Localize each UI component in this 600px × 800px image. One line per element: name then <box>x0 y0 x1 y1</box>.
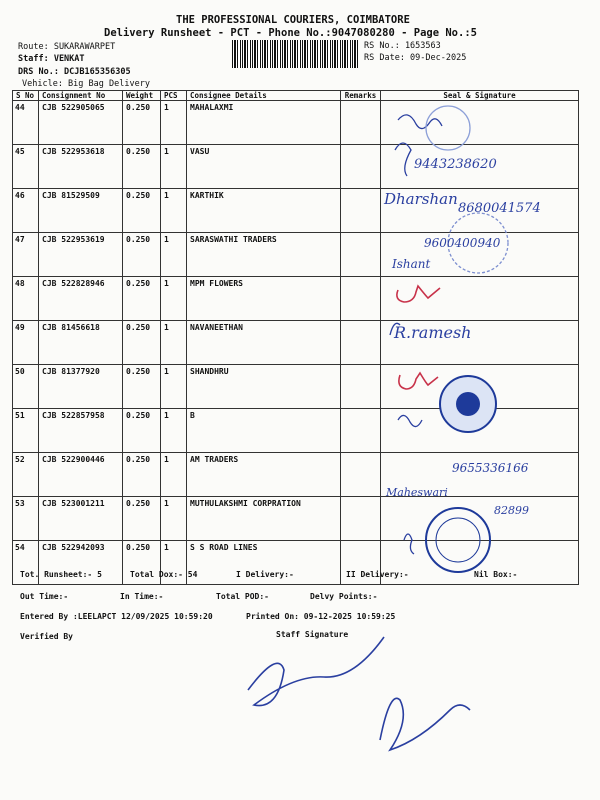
row-weight: 0.250 <box>123 453 161 497</box>
row-weight: 0.250 <box>123 497 161 541</box>
row-consignment-no: CJB 522828946 <box>39 277 123 321</box>
hw-name-53: Maheswari <box>386 486 448 499</box>
row-sno: 53 <box>13 497 39 541</box>
row-sno: 46 <box>13 189 39 233</box>
row-consignment-no: CJB 523001211 <box>39 497 123 541</box>
staff-signature-1 <box>248 637 384 706</box>
row-sno: 52 <box>13 453 39 497</box>
verified-by: Verified By <box>20 632 73 641</box>
row-consignee: S S ROAD LINES <box>187 541 341 585</box>
staff-signature-2 <box>380 698 470 750</box>
out-time: Out Time:- <box>20 592 69 601</box>
signature-45 <box>395 143 411 176</box>
i-delivery: I Delivery:- <box>236 570 294 579</box>
row-consignment-no: CJB 81529509 <box>39 189 123 233</box>
company-name: THE PROFESSIONAL COURIERS, COIMBATORE <box>176 14 410 26</box>
row-pcs: 1 <box>161 409 187 453</box>
row-pcs: 1 <box>161 189 187 233</box>
hw-number-53: 82899 <box>494 504 529 517</box>
row-weight: 0.250 <box>123 321 161 365</box>
row-consignee: MPM FLOWERS <box>187 277 341 321</box>
ii-delivery: II Delivery:- <box>346 570 409 579</box>
row-weight: 0.250 <box>123 541 161 585</box>
nil-box: Nil Box:- <box>474 570 518 579</box>
staff-label: Staff: VENKAT <box>18 54 85 64</box>
row-weight: 0.250 <box>123 145 161 189</box>
hw-name-46: Dharshan <box>384 190 458 208</box>
row-pcs: 1 <box>161 101 187 145</box>
hw-phone-52: 9655336166 <box>452 461 529 475</box>
row-pcs: 1 <box>161 277 187 321</box>
row-pcs: 1 <box>161 497 187 541</box>
rs-date: RS Date: 09-Dec-2025 <box>364 53 467 63</box>
row-pcs: 1 <box>161 233 187 277</box>
row-consignment-no: CJB 522953618 <box>39 145 123 189</box>
signature-44 <box>398 115 442 129</box>
delvy-points: Delvy Points:- <box>310 592 378 601</box>
col-pcs: PCS <box>161 91 187 101</box>
row-pcs: 1 <box>161 321 187 365</box>
row-weight: 0.250 <box>123 233 161 277</box>
row-consignee: B <box>187 409 341 453</box>
row-sno: 54 <box>13 541 39 585</box>
row-weight: 0.250 <box>123 189 161 233</box>
row-weight: 0.250 <box>123 101 161 145</box>
row-sno: 47 <box>13 233 39 277</box>
row-pcs: 1 <box>161 453 187 497</box>
drs-number: DRS No.: DCJB165356305 <box>18 67 131 77</box>
row-sno: 50 <box>13 365 39 409</box>
row-weight: 0.250 <box>123 365 161 409</box>
signature-54 <box>404 534 414 554</box>
col-consignee: Consignee Details <box>187 91 341 101</box>
row-sno: 44 <box>13 101 39 145</box>
hw-name-47: Ishant <box>392 257 431 271</box>
route-label: Route: SUKARAWARPET <box>18 42 116 52</box>
red-mark-50 <box>399 373 438 389</box>
row-consignment-no: CJB 522900446 <box>39 453 123 497</box>
hw-phone-45: 9443238620 <box>414 157 497 172</box>
row-pcs: 1 <box>161 145 187 189</box>
stamp-50 <box>440 376 496 432</box>
staff-signature-label: Staff Signature <box>276 630 349 639</box>
vehicle-label: Vehicle: Big Bag Delivery <box>22 79 150 89</box>
rs-number: RS No.: 1653563 <box>364 41 441 51</box>
in-time: In Time:- <box>120 592 164 601</box>
col-weight: Weight <box>123 91 161 101</box>
row-consignment-no: CJB 522905065 <box>39 101 123 145</box>
row-pcs: 1 <box>161 541 187 585</box>
row-consignment-no: CJB 522942093 <box>39 541 123 585</box>
row-consignee: SHANDHRU <box>187 365 341 409</box>
stamp-44 <box>426 106 470 150</box>
row-consignee: AM TRADERS <box>187 453 341 497</box>
printed-on: Printed On: 09-12-2025 10:59:25 <box>246 612 396 621</box>
row-consignee: NAVANEETHAN <box>187 321 341 365</box>
row-consignment-no: CJB 522953619 <box>39 233 123 277</box>
tot-runsheet: Tot. Runsheet:- 5 <box>20 570 102 579</box>
col-seal-signature: Seal & Signature <box>381 91 579 101</box>
row-consignee: SARASWATHI TRADERS <box>187 233 341 277</box>
row-weight: 0.250 <box>123 277 161 321</box>
row-consignee: MAHALAXMI <box>187 101 341 145</box>
row-consignee: VASU <box>187 145 341 189</box>
col-sno: S No <box>13 91 39 101</box>
row-consignment-no: CJB 81377920 <box>39 365 123 409</box>
runsheet-subtitle: Delivery Runsheet - PCT - Phone No.:9047080280 - Page No.:5 <box>104 27 477 39</box>
row-sno: 45 <box>13 145 39 189</box>
hw-phone-46: 8680041574 <box>458 201 541 216</box>
hw-name-49: R.ramesh <box>394 323 472 342</box>
red-mark-48 <box>397 286 440 302</box>
col-remarks: Remarks <box>341 91 381 101</box>
col-consignment: Consignment No <box>39 91 123 101</box>
total-dox: Total Dox:- 54 <box>130 570 198 579</box>
row-sno: 48 <box>13 277 39 321</box>
total-pod: Total POD:- <box>216 592 269 601</box>
hw-phone-47: 9600400940 <box>424 236 501 250</box>
row-pcs: 1 <box>161 365 187 409</box>
row-sno: 51 <box>13 409 39 453</box>
row-sno: 49 <box>13 321 39 365</box>
signature-51 <box>398 415 422 426</box>
entered-by: Entered By :LEELAPCT 12/09/2025 10:59:20 <box>20 612 213 621</box>
row-consignment-no: CJB 81456618 <box>39 321 123 365</box>
row-consignee: MUTHULAKSHMI CORPRATION <box>187 497 341 541</box>
row-consignee: KARTHIK <box>187 189 341 233</box>
stamp-53 <box>426 508 490 572</box>
row-weight: 0.250 <box>123 409 161 453</box>
row-consignment-no: CJB 522857958 <box>39 409 123 453</box>
